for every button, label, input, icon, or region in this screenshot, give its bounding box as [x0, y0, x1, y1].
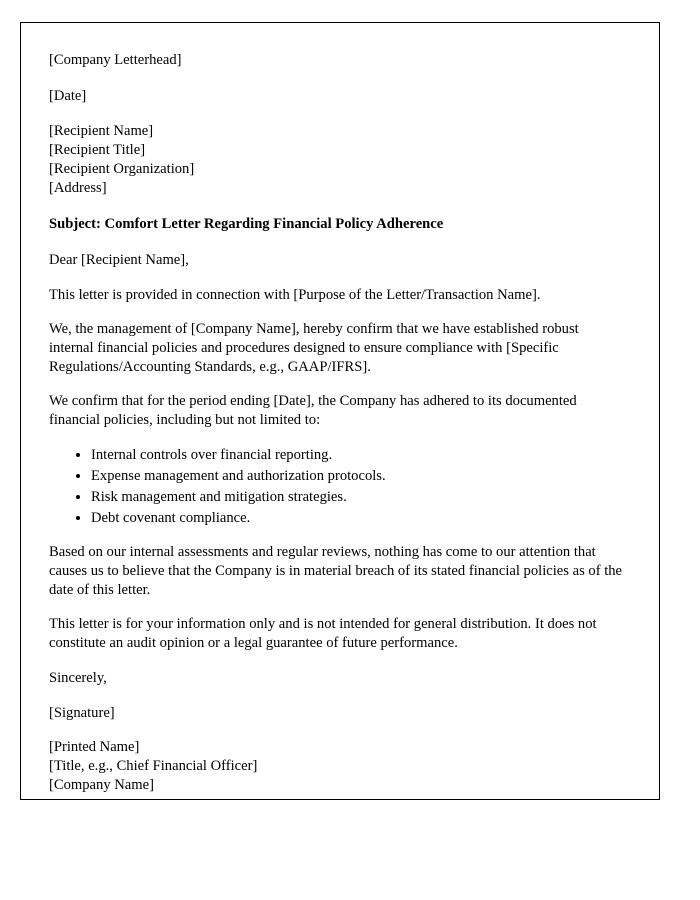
paragraph-adherence: We confirm that for the period ending [Date], the Company has adhered to its documented financial policies, including but not limited to:: [49, 393, 577, 428]
signer-title: [Title, e.g., Chief Financial Officer]: [49, 758, 258, 775]
letter-page: [20, 22, 660, 800]
date-text: [Date]: [49, 87, 87, 104]
signer-company: [Company Name]: [49, 777, 154, 794]
paragraph-assessment: Based on our internal assessments and regular reviews, nothing has come to our attention that causes us to believe that the Company is in material breach of its stated financial policies as of the date of this letter.: [49, 544, 623, 598]
list-item: • Internal controls over financial reporting.: [91, 446, 625, 465]
letter-body: [21, 23, 659, 795]
letterhead-text: [Company Letterhead]: [49, 52, 182, 68]
recipient-address: [Address]: [49, 180, 107, 197]
signer-block: [49, 738, 625, 795]
signer-printed-name: [Printed Name]: [49, 739, 140, 756]
recipient-title: [Recipient Title]: [49, 142, 146, 159]
date-block: [49, 87, 625, 106]
subject-line: Subject: Comfort Letter Regarding Financial Policy Adherence: [49, 216, 444, 233]
recipient-organization: [Recipient Organization]: [49, 161, 195, 178]
recipient-block: [49, 122, 625, 198]
list-item: • Risk management and mitigation strategies.: [91, 488, 625, 507]
salutation: Dear [Recipient Name],: [49, 251, 189, 268]
signature-placeholder: [Signature]: [49, 704, 115, 721]
policy-list: [49, 446, 625, 528]
paragraph-purpose: This letter is provided in connection with [Purpose of the Letter/Transaction Name].: [49, 286, 541, 303]
list-item: • Debt covenant compliance.: [91, 509, 625, 528]
paragraph-policies: We, the management of [Company Name], hereby confirm that we have established robust internal financial policies and procedures designed to ensure compliance with [Specific Regulations/Accounting Standards, e.g., GAAP/IFRS].: [49, 321, 579, 375]
list-item: • Expense management and authorization protocols.: [91, 467, 625, 486]
paragraph-disclaimer: This letter is for your information only and is not intended for general distribution. It does not constitute an audit opinion or a legal guarantee of future performance.: [49, 616, 597, 652]
recipient-name: [Recipient Name]: [49, 123, 154, 140]
letterhead-block: [49, 51, 625, 70]
closing-salutation: Sincerely,: [49, 669, 107, 686]
